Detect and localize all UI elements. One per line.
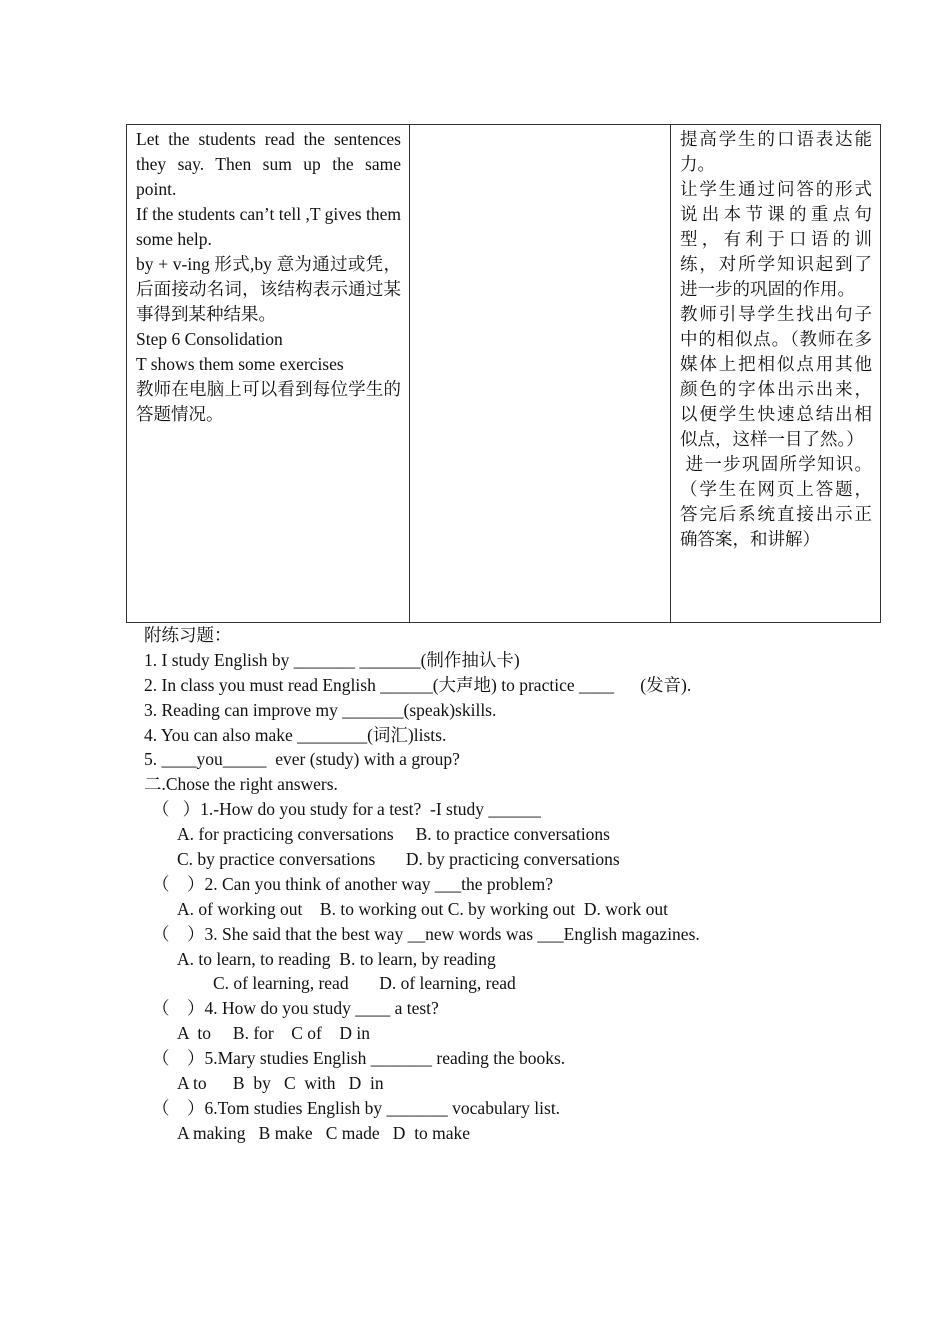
cell-paragraph: by + v-ing 形式,by 意为通过或凭，后面接动名词，该结构表示通过某事得到某种结果。: [136, 254, 401, 324]
purpose-cell: [671, 125, 881, 623]
cell-paragraph: 让学生通过问答的形式说出本节课的重点句型，有利于口语的训练，对所学知识起到了进一步的巩固的作用。: [680, 179, 872, 299]
question-stem: （ ）2. Can you think of another way ___the problem?: [152, 873, 553, 894]
cell-paragraph: 进一步巩固所学知识。（学生在网页上答题，答完后系统直接出示正确答案，和讲解）: [680, 454, 873, 549]
activity-cell: [127, 125, 410, 623]
cell-paragraph: Let the students read the sentences they say. Then sum up the same point.: [136, 129, 401, 199]
question-options: C. of learning, read D. of learning, read: [213, 973, 516, 994]
cell-paragraph: 提高学生的口语表达能力。: [680, 129, 872, 174]
fill-in-item: 2. In class you must read English ______(大声地) to practice ____ (发音).: [144, 674, 692, 695]
question-options: C. by practice conversations D. by practicing conversations: [177, 849, 620, 870]
question-stem: （ ）5.Mary studies English _______ reading the books.: [152, 1048, 566, 1069]
fill-in-item: 1. I study English by _______ _______(制作抽认卡): [144, 649, 520, 670]
cell-paragraph: Step 6 Consolidation: [136, 329, 283, 349]
fill-in-item: 4. You can also make ________(词汇)lists.: [144, 724, 447, 745]
fill-in-item: 5. ____you_____ ever (study) with a group?: [144, 749, 460, 770]
table-row: [127, 125, 881, 623]
question-stem: （ ）6.Tom studies English by _______ vocabulary list.: [152, 1097, 561, 1118]
question-stem: （ ）1.-How do you study for a test? -I study ______: [152, 799, 541, 820]
cell-paragraph: 教师引导学生找出句子中的相似点。（教师在多媒体上把相似点用其他颜色的字体出示出来，以便学生快速总结出相似点，这样一目了然。）: [680, 304, 872, 449]
cell-paragraph: 教师在电脑上可以看到每位学生的答题情况。: [136, 379, 401, 424]
question-options: A. for practicing conversations B. to practice conversations: [177, 824, 610, 845]
exercise-heading: 附练习题：: [144, 625, 232, 645]
question-options: A making B make C made D to make: [177, 1122, 471, 1143]
question-options: A to B. for C of D in: [177, 1023, 370, 1044]
question-options: A to B by C with D in: [177, 1073, 384, 1094]
middle-cell: [410, 125, 671, 623]
question-options: A. to learn, to reading B. to learn, by reading: [177, 948, 496, 969]
question-stem: （ ）4. How do you study ____ a test?: [152, 998, 439, 1019]
question-options: A. of working out B. to working out C. by working out D. work out: [177, 898, 668, 919]
lesson-plan-table: [126, 124, 881, 623]
section-two-heading: 二.Chose the right answers.: [144, 774, 338, 795]
cell-paragraph: T shows them some exercises: [136, 354, 344, 374]
fill-in-item: 3. Reading can improve my _______(speak)skills.: [144, 699, 497, 720]
cell-paragraph: If the students can’t tell ,T gives them some help.: [136, 204, 401, 249]
question-stem: （ ）3. She said that the best way __new words was ___English magazines.: [152, 923, 700, 944]
exercise-section: [0, 623, 950, 1146]
